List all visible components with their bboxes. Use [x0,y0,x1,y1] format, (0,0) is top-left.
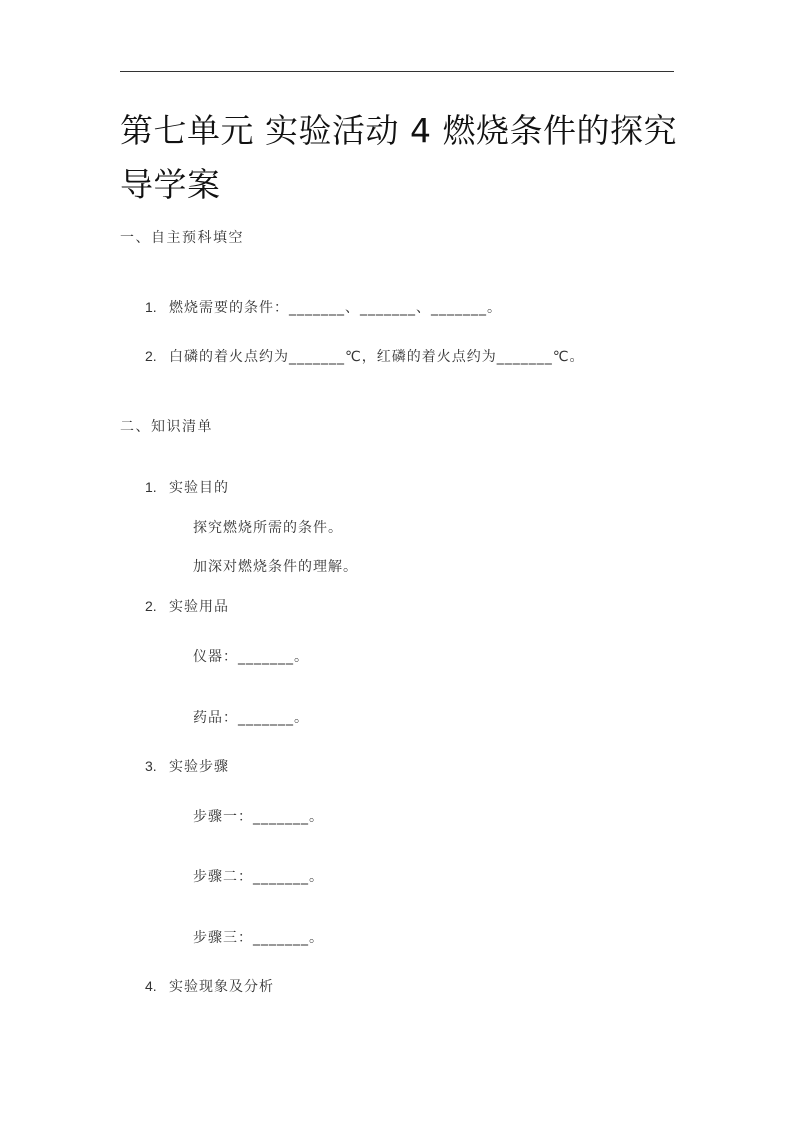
list-item [145,297,502,317]
item-number: 3. [145,758,157,774]
item-number: 2. [145,348,157,364]
section-heading-knowledge-list: 二、知识清单 [120,419,213,435]
item-text: 实验用品 [169,599,229,615]
item-text: 燃烧需要的条件：_______、_______、_______。 [169,300,502,316]
item-number: 4. [145,978,157,994]
sub-item: 药品：_______。 [193,710,309,726]
sub-item: 探究燃烧所需的条件。 [193,520,343,536]
sub-item: 加深对燃烧条件的理解。 [193,559,358,575]
sub-item: 步骤二：_______。 [193,869,324,885]
item-text: 白磷的着火点约为_______℃，红磷的着火点约为_______℃。 [169,349,585,365]
item-number: 2. [145,598,157,614]
list-item [145,756,229,776]
document-title: 第七单元 实验活动 4 燃烧条件的探究导学案 [120,111,677,204]
list-item [145,477,229,497]
item-number: 1. [145,299,157,315]
sub-item: 仪器：_______。 [193,649,309,665]
list-item [145,346,584,366]
header-rule [120,71,674,72]
sub-item: 步骤三：_______。 [193,930,324,946]
sub-item: 步骤一：_______。 [193,809,324,825]
list-item [145,596,229,616]
list-item [145,976,274,996]
item-text: 实验目的 [169,480,229,496]
item-text: 实验步骤 [169,759,229,775]
item-text: 实验现象及分析 [169,979,274,995]
item-number: 1. [145,479,157,495]
section-heading-self-study: 一、自主预科填空 [120,230,244,246]
